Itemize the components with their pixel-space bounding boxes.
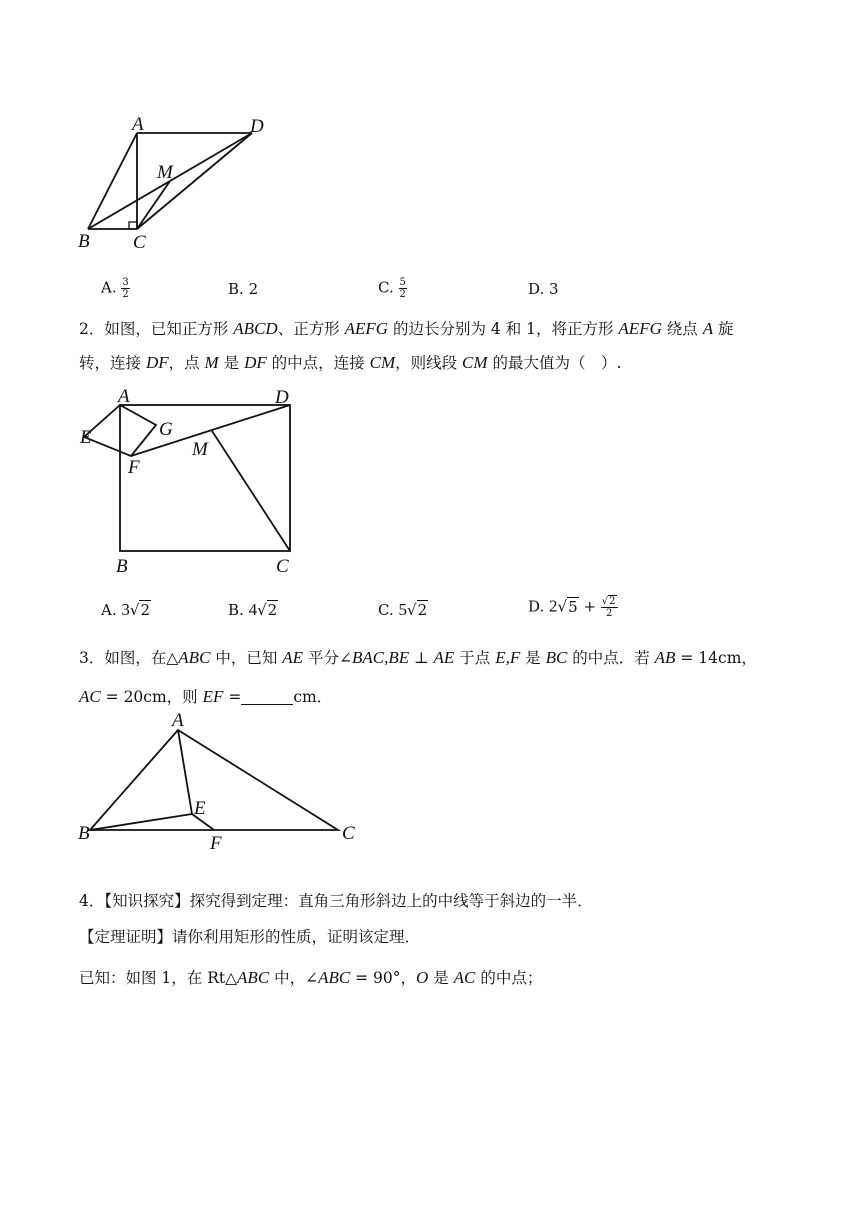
q1-label-C: C xyxy=(133,232,146,253)
fraction: $\frac{3}{2}$ xyxy=(122,277,129,300)
q4-text-line1: 4．【知识探究】探究得到定理：直角三角形斜边上的中线等于斜边的一半． xyxy=(79,892,593,910)
q2-label-D: D xyxy=(275,387,289,408)
fraction: $\frac{5}{2}$ xyxy=(399,277,406,300)
q2-label-B: B xyxy=(116,556,128,577)
q2-label-A: A xyxy=(118,386,130,407)
q2-text-line2: 转，连接 DF，点 M 是 DF 的中点，连接 CM，则线段 CM 的最大值为（ ）. xyxy=(79,353,622,372)
q1-option-a: A. $\frac{3}{2}$ xyxy=(101,277,129,300)
q2-label-C: C xyxy=(276,556,289,577)
q2-option-d: D. 2√5 + $\frac{√2}{2}$ xyxy=(528,596,616,619)
q4-text-line2: 【定理证明】请你利用矩形的性质，证明该定理． xyxy=(79,928,421,946)
q2-label-M: M xyxy=(192,439,208,460)
q1-label-A: A xyxy=(132,114,144,135)
q3-label-B: B xyxy=(78,823,90,844)
q2-label-E: E xyxy=(80,427,92,448)
q2-text-line1: 2．如图，已知正方形 ABCD、正方形 AEFG 的边长分别为 4 和 1，将正方形 AEFG 绕点 A 旋 xyxy=(79,319,734,338)
q1-option-b: B. 2 xyxy=(228,280,259,298)
q2-option-c: C. 5√2 xyxy=(378,600,428,619)
q1-option-c: C. $\frac{5}{2}$ xyxy=(378,277,406,300)
q4-text-line3: 已知：如图 1，在 Rt△ABC 中，∠ABC = 90°，O 是 AC 的中点； xyxy=(79,968,543,987)
fraction: $\frac{√2}{2}$ xyxy=(601,596,616,619)
q1-option-d: D. 3 xyxy=(528,280,559,298)
q3-label-A: A xyxy=(172,710,184,731)
q3-label-E: E xyxy=(194,798,206,819)
q3-figure xyxy=(70,708,370,853)
q3-text-line2: AC = 20cm，则 EF = cm． xyxy=(79,687,333,706)
q2-option-b: B. 4√2 xyxy=(228,600,278,619)
q2-figure xyxy=(70,385,330,580)
q3-label-F: F xyxy=(210,833,222,854)
answer-blank[interactable] xyxy=(241,688,293,705)
q1-label-B: B xyxy=(78,231,90,252)
q1-figure xyxy=(70,110,290,255)
q1-label-M: M xyxy=(157,162,173,183)
q2-label-G: G xyxy=(159,419,173,440)
q3-label-C: C xyxy=(342,823,355,844)
q1-label-D: D xyxy=(250,116,264,137)
q2-option-a: A. 3√2 xyxy=(101,600,150,619)
q3-text-line1: 3．如图，在△ABC 中，已知 AE 平分∠BAC,BE ⊥ AE 于点 E,F 是 BC 的中点．若 AB = 14cm， xyxy=(79,648,757,667)
q2-label-F: F xyxy=(128,457,140,478)
